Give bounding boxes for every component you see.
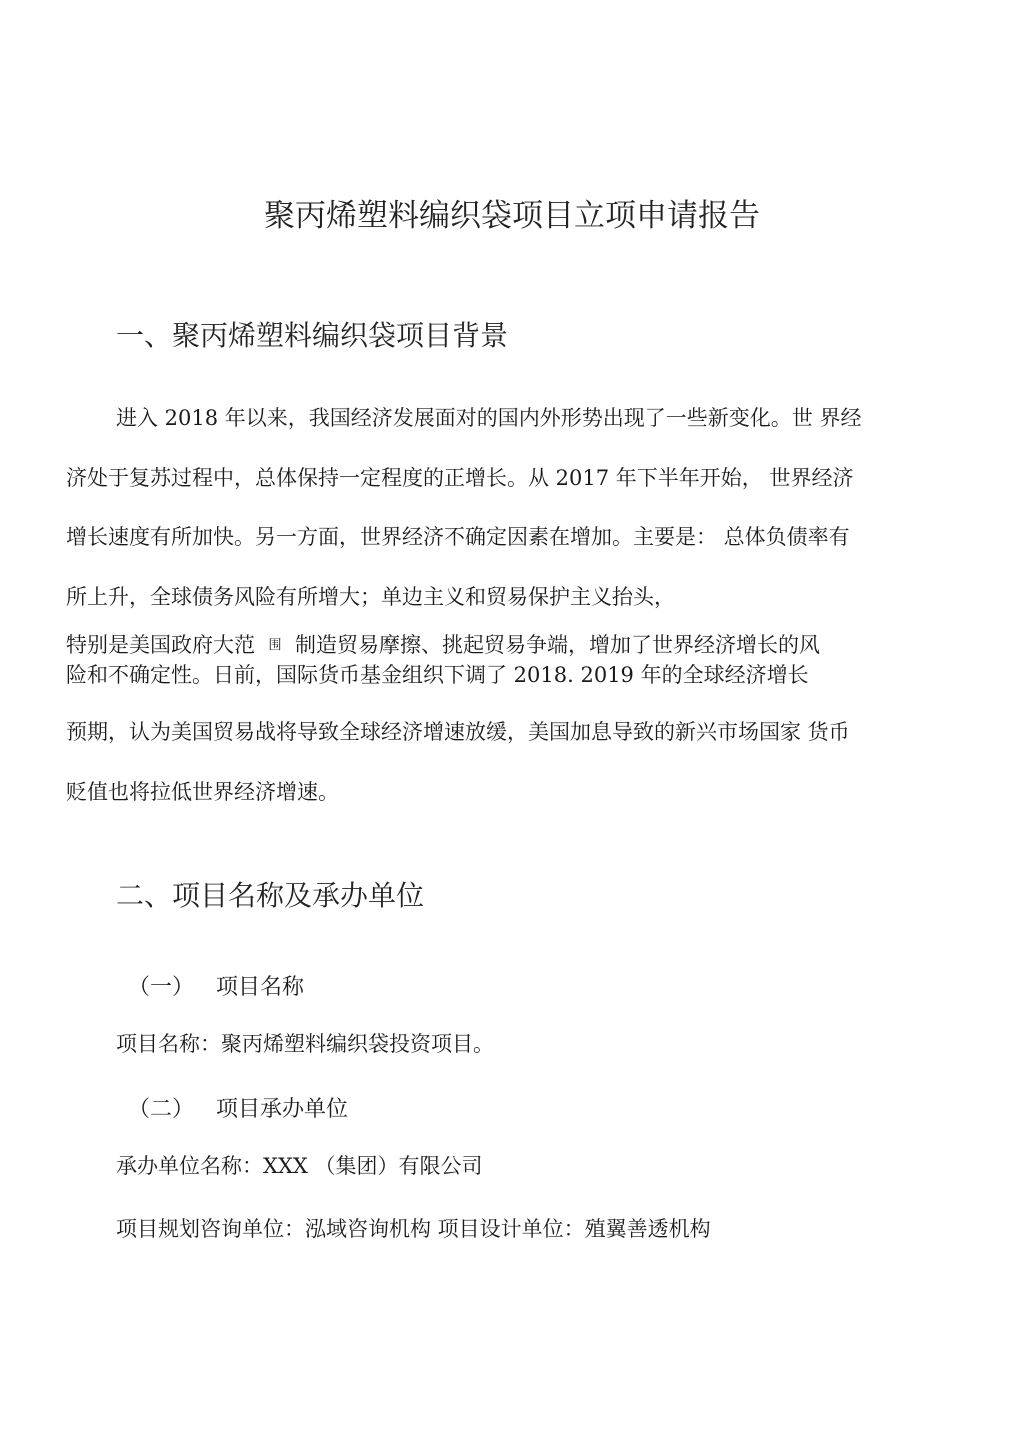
paragraph-line: 进入 2018 年以来，我国经济发展面对的国内外形势出现了一些新变化。世 界经: [116, 406, 862, 430]
paragraph-text: 制造贸易摩擦、挑起贸易争端，增加了世界经济增长的风: [295, 633, 820, 657]
subsection-label: （二）: [128, 1097, 195, 1122]
subsection-title: 项目名称: [216, 975, 305, 1000]
paragraph-line: 预期，认为美国贸易战将导致全球经济增速放缓，美国加息导致的新兴市场国家 货币: [66, 720, 850, 744]
paragraph-line: [66, 632, 820, 659]
paragraph-line: 济处于复苏过程中，总体保持一定程度的正增长。从 2017 年下半年开始， 世界经济: [66, 466, 854, 490]
paragraph-line: 所上升，全球债务风险有所增大；单边主义和贸易保护主义抬头，: [66, 585, 675, 609]
paragraph-text: 特别是美国政府大范: [66, 633, 255, 657]
consult-design-line: 项目规划咨询单位：泓域咨询机构 项目设计单位：殖翼善透机构: [116, 1217, 711, 1241]
undertaker-line: 承办单位名称：XXX （集团）有限公司: [116, 1154, 483, 1178]
subsection1-heading: [128, 970, 304, 1001]
document-title: 聚丙烯塑料编织袋项目立项申请报告: [264, 198, 760, 234]
subsection-title: 项目承办单位: [216, 1097, 349, 1122]
section2-heading: 二、项目名称及承办单位: [116, 879, 425, 912]
paragraph-line: 险和不确定性。日前，国际货币基金组织下调了 2018. 2019 年的全球经济增长: [66, 663, 809, 687]
paragraph-line: 增长速度有所加快。另一方面，世界经济不确定因素在增加。主要是： 总体负债率有: [66, 525, 850, 549]
project-name-line: 项目名称：聚丙烯塑料编织袋投资项目。: [116, 1032, 494, 1056]
subsection2-heading: [128, 1092, 348, 1123]
paragraph-line: 贬值也将拉低世界经济增速。: [66, 780, 339, 804]
garbled-glyph: 围: [268, 638, 282, 654]
section1-heading: 一、聚丙烯塑料编织袋项目背景: [116, 319, 509, 352]
subsection-label: （一）: [128, 975, 195, 1000]
